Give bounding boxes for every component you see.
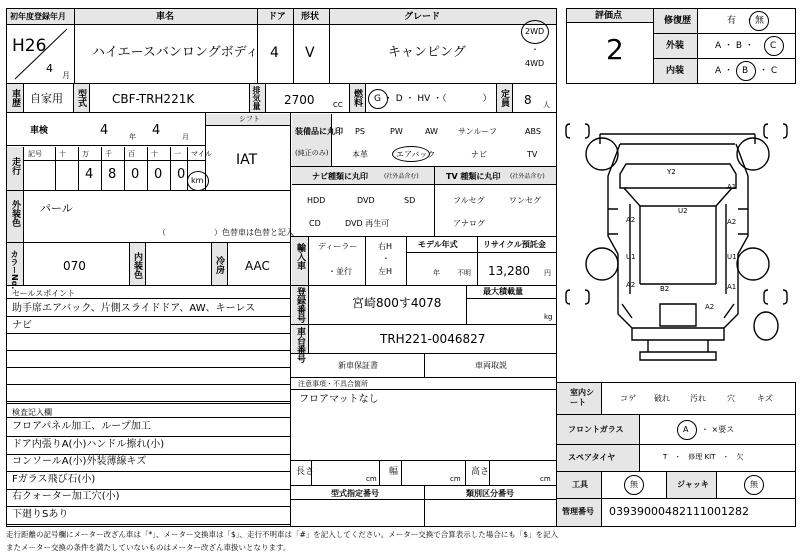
svg-text:U2: U2 <box>678 207 688 215</box>
ac-label: 冷房 <box>214 256 224 274</box>
jack-label: ジャッキ <box>677 480 709 489</box>
tv-item: アナログ <box>453 219 485 228</box>
sales-rule <box>7 333 291 334</box>
navi-item: DVD 再生可 <box>345 219 390 228</box>
svg-text:A2: A2 <box>727 218 737 226</box>
equipment-item: TV <box>527 150 538 159</box>
odo-header: 百 <box>128 150 135 158</box>
management-value: 03939000482111001282 <box>609 505 749 518</box>
recycle-value: 13,280 <box>488 264 530 278</box>
interior-label: 内装 <box>666 66 685 76</box>
capacity-label: 定員 <box>499 89 509 107</box>
shaken-year: 4 <box>100 123 109 138</box>
car-name-value: ハイエースバンロングボディ <box>92 45 259 60</box>
shape-label: 形状 <box>301 12 320 22</box>
sales-line: ナビ <box>12 320 32 331</box>
category-label: 類別区分番号 <box>466 489 514 498</box>
shaken-month: 4 <box>152 123 161 138</box>
manual-label: 車両取説 <box>475 361 507 370</box>
exterior-label: 外装 <box>666 41 685 51</box>
model-label: 型式 <box>76 89 86 107</box>
tv-sub: (社外品含む) <box>510 173 545 180</box>
inspection-rule <box>7 524 291 525</box>
equipment-sublabel: (純正のみ) <box>295 149 329 157</box>
shift-label: シフト <box>239 115 260 123</box>
capacity-unit: 人 <box>543 101 550 109</box>
odo-col-line <box>187 147 188 190</box>
odo-col-line <box>124 147 125 190</box>
svg-text:Y2: Y2 <box>667 168 676 176</box>
odo-col-line <box>101 147 102 190</box>
footer-line1: 走行距離の記号欄にメーター改ざん車は「*」、メーター交換車は「$」、走行不明車は「#」を記入してください。メーター交換で合算表示した場合にも「$」を記入 <box>6 530 559 539</box>
svg-text:A2: A2 <box>626 281 636 289</box>
color-label: 外装色 <box>10 200 20 227</box>
equipment-item: AW <box>425 127 438 136</box>
capacity-value: 8 <box>524 93 532 107</box>
tools-label: 工具 <box>572 480 588 489</box>
odo-col-line <box>78 147 79 190</box>
chassis-label: 車台番号 <box>295 327 305 363</box>
interior-c: ・ C <box>759 66 778 76</box>
shaken-year-unit: 年 <box>129 133 136 141</box>
svg-text:U1: U1 <box>626 253 636 261</box>
jack-value: 無 <box>750 480 758 489</box>
shaken-month-unit: 月 <box>182 133 189 141</box>
equipment-item: ナビ <box>471 150 487 159</box>
inspection-rule <box>7 436 291 437</box>
odo-header: 十 <box>59 150 66 158</box>
sheet-item: コゲ <box>620 394 636 403</box>
import-right: 右H <box>378 242 393 251</box>
model-year-label: モデル年式 <box>418 240 458 249</box>
odo-col-line <box>147 147 148 190</box>
width-cm: cm <box>450 475 461 483</box>
tv-label: TV 種類に丸印 <box>446 172 501 181</box>
model-year-unknown: 不明 <box>457 269 471 277</box>
fuel-options: G ・ D ・ HV ・（ ） <box>374 94 492 104</box>
score-label: 評価点 <box>595 11 623 21</box>
warranty-label: 新車保証書 <box>338 361 378 370</box>
equipment-item: ABS <box>525 127 541 136</box>
ac-value: AAC <box>245 259 270 273</box>
svg-text:A2: A2 <box>626 216 636 224</box>
odo-digit: 4 <box>85 167 94 182</box>
odo-col-line <box>55 147 56 190</box>
odo-header: マイル <box>191 150 212 158</box>
repair-options: 有 ・ <box>727 16 755 26</box>
svg-text:A1: A1 <box>727 183 737 191</box>
sales-rule <box>7 401 291 402</box>
odo-digit: 8 <box>108 167 117 182</box>
cc-unit: CC <box>333 101 343 109</box>
shaken-label: 車検 <box>30 126 49 136</box>
navi-sub: (社外品含む) <box>384 173 419 180</box>
width-label: 幅 <box>389 467 399 477</box>
odo-header: 万 <box>82 150 89 158</box>
spare-label: スペアタイヤ <box>568 453 616 462</box>
model-value: CBF-TRH221K <box>112 92 195 106</box>
sheet-item: 破れ <box>654 394 670 403</box>
exterior-options: A ・ B ・ <box>715 41 754 51</box>
year-value: H26 <box>12 36 47 56</box>
height-label: 高さ <box>471 467 490 477</box>
inspection-rule <box>7 454 291 455</box>
recycle-unit: 円 <box>544 269 551 277</box>
notes-value: フロアマットなし <box>299 394 379 405</box>
km-unit: km <box>191 176 204 185</box>
sales-points-label: セールスポイント <box>12 289 76 298</box>
mileage-label: 走行 <box>10 157 20 175</box>
tools-value: 無 <box>630 480 638 489</box>
repair-label: 修復歴 <box>664 16 692 26</box>
interior-b: B <box>742 66 749 76</box>
length-cm: cm <box>366 475 377 483</box>
interior-sheet-label: 室内シート <box>570 388 594 408</box>
doors-value: 4 <box>270 45 279 61</box>
equipment-item: サンルーフ <box>458 127 497 136</box>
drive-2wd: 2WD <box>525 27 545 36</box>
import-label: 輸入車 <box>295 243 305 270</box>
management-label: 管理番号 <box>562 507 594 516</box>
inspection-rule <box>7 471 291 472</box>
sheet-item: 汚れ <box>690 394 706 403</box>
registration-label: 登録番号 <box>295 287 305 323</box>
inspection-line: コンソールA(小)外装薄線キズ <box>12 456 147 467</box>
svg-text:B2: B2 <box>660 285 670 293</box>
grade-label: グレード <box>404 12 441 22</box>
navi-item: CD <box>309 219 321 228</box>
inspection-line: フロアパネル加工、ループ加工 <box>12 421 151 432</box>
odo-header: 一 <box>174 150 181 158</box>
equipment-item: 本革 <box>352 150 368 159</box>
height-cm: cm <box>540 475 551 483</box>
sales-line: 助手席エアバック、片側スライドドア、AW、キーレス <box>12 303 256 314</box>
sheet-item: キズ <box>757 394 773 403</box>
usage-value: 自家用 <box>30 92 63 105</box>
tv-item: フルセグ <box>453 196 485 205</box>
tv-item: ワンセグ <box>509 196 541 205</box>
sales-rule <box>7 367 291 368</box>
recycle-label: リサイクル預託金 <box>483 240 546 249</box>
import-dot: ・ <box>382 254 390 263</box>
usage-label: 車歴 <box>10 89 20 107</box>
svg-text:A1: A1 <box>727 283 737 291</box>
color-value: パール <box>40 202 73 215</box>
footer-line2: またメーター交換の条件を満たしていないものはメーター改ざん車扱いとなります。 <box>6 543 291 552</box>
drive-4wd: 4WD <box>525 59 545 68</box>
svg-text:U1: U1 <box>727 253 737 261</box>
odo-header: 千 <box>105 150 112 158</box>
odo-col-line <box>170 147 171 190</box>
svg-text:A2: A2 <box>705 303 715 311</box>
inspection-rule <box>7 506 291 507</box>
month-unit: 月 <box>62 71 70 80</box>
repair-none: 無 <box>755 16 765 26</box>
exterior-c: C <box>770 41 777 51</box>
year-label: 初年度登録年月 <box>10 12 66 21</box>
color-no-value: 070 <box>63 259 86 273</box>
month-value: 4 <box>46 62 53 75</box>
windshield-rest: ・ ×要ス <box>701 425 735 434</box>
inspection-line: 下廻りSあり <box>12 508 69 520</box>
odo-digit: 0 <box>131 167 140 182</box>
shift-value: IAT <box>236 152 258 168</box>
registration-value: 宮崎800す4078 <box>352 296 442 310</box>
odo-digit: 0 <box>177 167 186 182</box>
interior-a: A ・ <box>715 66 734 76</box>
car-name-label: 車名 <box>156 12 175 22</box>
grade-value: キャンピング <box>388 45 466 60</box>
odo-header: 記号 <box>28 150 42 158</box>
model-year-year: 年 <box>433 269 440 277</box>
odo-header: 十 <box>151 150 158 158</box>
inspection-line: 右クォーター加工穴(小) <box>12 491 120 502</box>
color-note: （ ）色替車は色替と記入 <box>158 228 294 237</box>
inspection-line: Fガラス飛び石(小) <box>12 473 96 485</box>
import-left: 左H <box>378 267 393 276</box>
drive-dot: ・ <box>531 45 539 54</box>
displacement-label: 排気量 <box>252 86 261 110</box>
chassis-value: TRH221-0046827 <box>380 332 486 346</box>
equipment-label: 装備品に丸印 <box>295 127 343 136</box>
max-load-unit: kg <box>544 313 553 321</box>
inspection-notes-label: 検査記入欄 <box>12 408 52 417</box>
shape-value: V <box>305 45 315 61</box>
equipment-item: PW <box>390 127 403 136</box>
sheet-item: 穴 <box>727 394 735 403</box>
notes-label: 注意事項・不具合箇所 <box>298 380 368 388</box>
import-dealer: ディーラー <box>318 242 358 251</box>
sales-rule <box>7 384 291 385</box>
spare-options: T ・ 修理 KIT ・ 欠 <box>663 453 744 461</box>
navi-label: ナビ種類に丸印 <box>312 172 368 181</box>
windshield-label: フロントガラス <box>568 425 624 434</box>
sales-rule <box>7 350 291 351</box>
score-value: 2 <box>606 33 624 66</box>
interior-color-label: 内装色 <box>132 252 142 279</box>
max-load-label: 最大積載量 <box>483 287 523 296</box>
navi-item: HDD <box>307 196 326 205</box>
import-parallel: ・並行 <box>328 267 352 276</box>
color-no-label: カラーNo. <box>10 250 19 290</box>
navi-item: SD <box>404 196 416 205</box>
windshield-a: A <box>683 425 689 434</box>
doors-label: ドア <box>268 12 286 22</box>
equipment-item: PS <box>355 127 365 136</box>
type-label: 型式指定番号 <box>331 489 379 498</box>
fuel-label: 燃料 <box>352 89 362 107</box>
length-label: 長さ <box>296 467 315 477</box>
equipment-item: エアバック <box>396 150 436 159</box>
sales-rule <box>7 316 291 317</box>
inspection-line: ドア内張りA(小)ハンドル擦れ(小) <box>12 438 165 450</box>
car-damage-diagram <box>560 104 798 386</box>
navi-item: DVD <box>357 196 375 205</box>
inspection-rule <box>7 489 291 490</box>
displacement-value: 2700 <box>284 93 315 107</box>
odo-digit: 0 <box>154 167 163 182</box>
